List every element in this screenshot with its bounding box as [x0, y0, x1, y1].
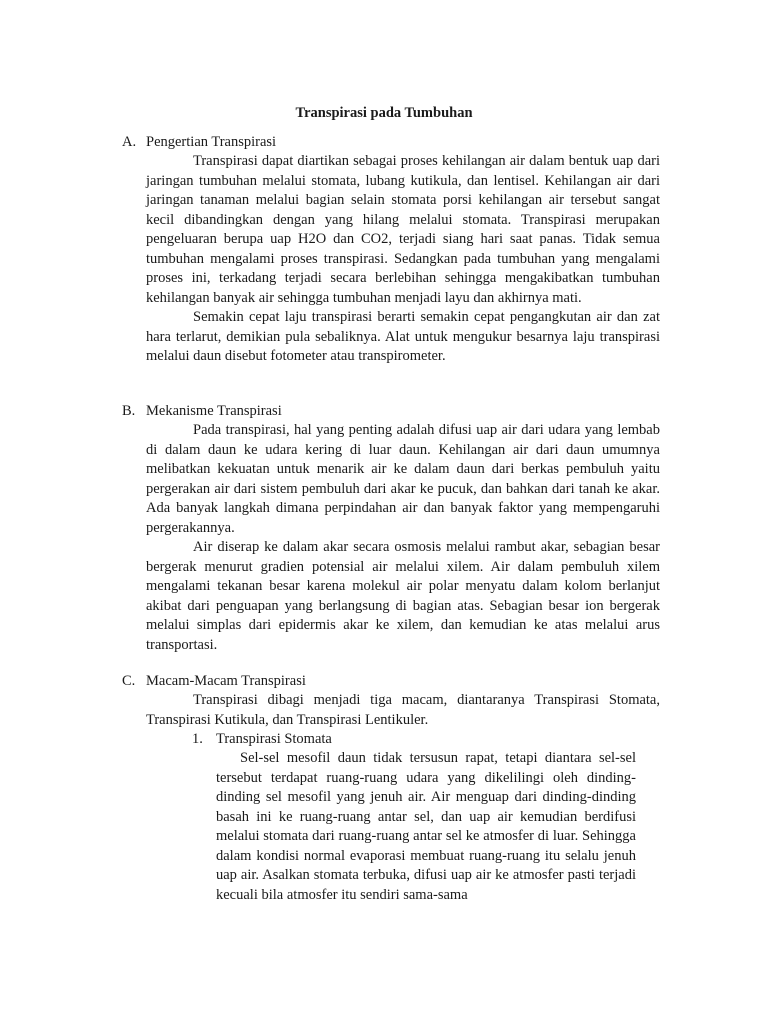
paragraph: Transpirasi dapat diartikan sebagai proses kehilangan air dalam bentuk uap dari jaringan tumbuhan melalui stomata, lubang kutikula, dan lentisel. Kehilangan air dari jaringan tanaman melalui bagian selain stomata porsi kehilangan air tersebut sangat kecil dibandingkan dengan yang hilang melalui stomata. Transpirasi merupakan pengeluaran berupa uap H2O dan CO2, terjadi siang hari saat panas. Tidak semua tumbuhan mengalami proses transpirasi. Sedangkan pada tumbuhan yang mengalami proses ini, terkadang terjadi secara berlebihan sehingga mengakibatkan tumbuhan kehilangan banyak air sehingga tumbuhan menjadi layu dan akhirnya mati.	[146, 153, 660, 306]
paragraph: Pada transpirasi, hal yang penting adalah difusi uap air dari udara yang lembab di dalam daun ke udara kering di luar daun. Kehilangan air dari daun umumnya melibatkan kekuatan untuk menarik air ke dalam daun dari berkas pembuluh yaitu pergerakan air dari sistem pembuluh dari akar ke pucuk, dan bahkan dari tanah ke akar. Ada banyak langkah dimana perpindahan air dan banyak faktor yang mempengaruhi pergerakannya.	[146, 422, 660, 536]
section-letter: C.	[122, 673, 136, 689]
document-title: Transpirasi pada Tumbuhan	[295, 105, 473, 121]
section-letter: A.	[122, 134, 137, 150]
section-heading	[122, 133, 660, 152]
section-title: Pengertian Transpirasi	[146, 134, 277, 150]
section-heading	[122, 672, 660, 691]
subsection-title: Transpirasi Stomata	[216, 731, 332, 747]
section-c	[122, 672, 660, 905]
paragraph: Semakin cepat laju transpirasi berarti semakin cepat pengangkutan air dan zat hara terlarut, demikian pula sebaliknya. Alat untuk mengukur besarnya laju transpirasi melalui daun disebut fotometer atau transpirometer.	[146, 309, 660, 364]
paragraph: Air diserap ke dalam akar secara osmosis melalui rambut akar, sebagian besar bergerak menurut gradien potensial air melalui xilem. Air dalam pembuluh xilem mengalami tekanan besar karena molekul air polar menyatu dalam kolom berlanjut akibat dari penguapan yang berlangsung di bagian atas. Sebagian besar ion bergerak melalui simplas dari epidermis akar ke xilem, dan kemudian ke atas melalui arus transportasi.	[146, 539, 660, 653]
subsection-1	[192, 730, 636, 905]
section-title: Macam-Macam Transpirasi	[146, 673, 306, 689]
subsection-heading	[192, 730, 636, 749]
section-letter: B.	[122, 403, 136, 419]
section-title: Mekanisme Transpirasi	[146, 403, 282, 419]
section-a	[122, 133, 660, 367]
section-body	[146, 152, 660, 367]
section-b	[122, 402, 660, 655]
section-body	[146, 421, 660, 655]
section-heading	[122, 402, 660, 421]
subsection-body	[216, 749, 636, 905]
paragraph: Sel-sel mesofil daun tidak tersusun rapat, tetapi diantara sel-sel tersebut terdapat ruang-ruang udara yang dikelilingi oleh dinding-dinding sel mesofil yang jenuh air. Air menguap dari dinding-dinding basah ini ke ruang-ruang antar sel, dan uap air kemudian berdifusi melalui stomata dari ruang-ruang antar sel ke atmosfer di luar. Sehingga dalam kondisi normal evaporasi membuat ruang-ruang itu selalu jenuh uap air. Asalkan stomata terbuka, difusi uap air ke atmosfer pasti terjadi kecuali bila atmosfer itu sendiri sama-sama	[216, 750, 636, 903]
subsection-number: 1.	[192, 731, 203, 747]
paragraph: Transpirasi dibagi menjadi tiga macam, diantaranya Transpirasi Stomata, Transpirasi Kutikula, dan Transpirasi Lentikuler.	[146, 692, 660, 728]
section-body	[146, 691, 660, 730]
